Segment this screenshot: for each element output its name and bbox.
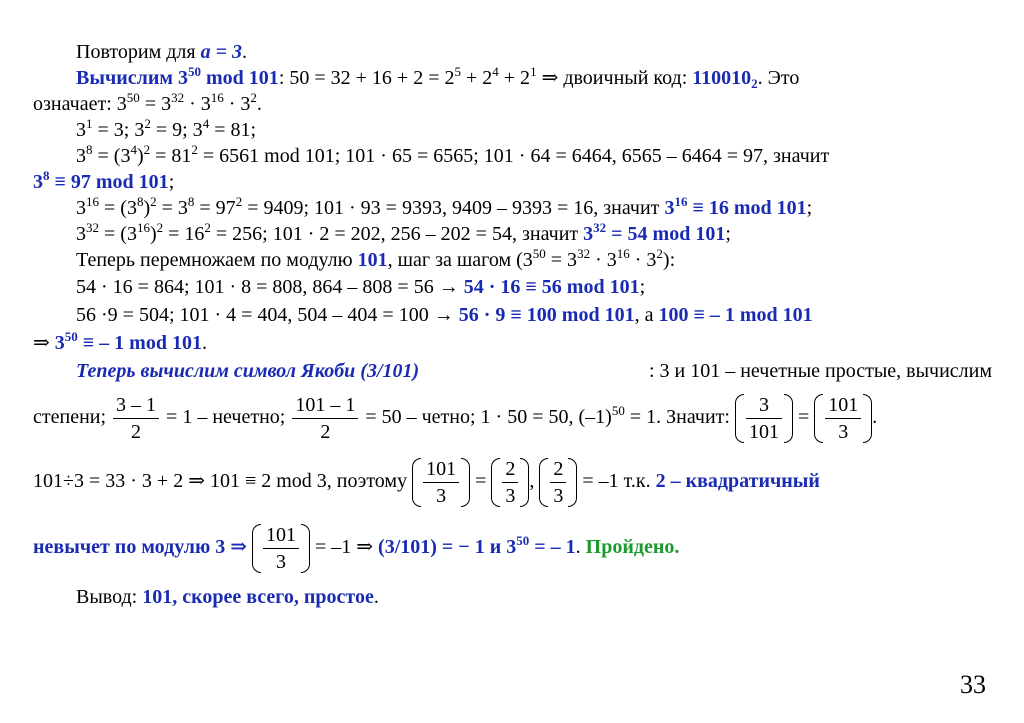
jacobi-symbol-3-101: $\frac{3}{101}$ xyxy=(735,392,793,445)
text-line-7: $3^{16} = (3^8)^2 = 3^8 = 97^2 = 9409$; 101 · 93 = 9393, 9409 – 9393 = 16, значит $3^{16} \equiv 16$ mod 101; xyxy=(76,194,813,219)
text-line-16: невычет по модулю 3 ⇒ $\frac{101}{3}$ = –1 ⇒ (3/101) = − 1 и $3^{50}$ = – 1. Пройдено. xyxy=(33,524,680,573)
page-number: 33 xyxy=(960,670,986,699)
text-line-17: Вывод: 101, скорее всего, простое. xyxy=(76,586,379,608)
text-line-15: 101÷3 = 33 · 3 + 2 ⇒ 101 ≡ 2 mod 3, поэтому $\frac{101}{3}$ = $\frac{2}{3}$ , $\frac{2}{3}$ = –1 т.к. 2 – квадратичный xyxy=(33,458,820,507)
text-line-9: Теперь перемножаем по модулю 101, шаг за шагом $(3^{50} = 3^{32} \cdot 3^{16} \cdot 3^2)$: xyxy=(76,246,676,271)
jacobi-symbol-101-3: $\frac{101}{3}$ xyxy=(412,456,470,509)
jacobi-symbol-101-3-final: $\frac{101}{3}$ xyxy=(252,522,310,575)
jacobi-symbol-2-3: $\frac{2}{3}$ xyxy=(491,456,529,509)
fraction-3-minus-1-over-2: $\frac{3 - 1}{2}$ xyxy=(113,392,159,445)
text-line-14: степени; $\frac{3 - 1}{2}$ = 1 – нечетно; $\frac{101 - 1}{2}$ = 50 – четно; 1 · 50 = 50, $(-1)^{50} = 1$. Значит: $\frac{3}{101}$ = $\frac{101}{3}$ . xyxy=(33,394,878,443)
jacobi-symbol-2-3-second: $\frac{2}{3}$ xyxy=(539,456,577,509)
text-line-1: Повторим для a = 3. xyxy=(76,41,247,63)
text-line-10: 54 · 16 = 864; 101 · 8 = 808, 864 – 808 = 56 → 54 · 16 ≡ 56 mod 101; xyxy=(76,276,646,298)
fraction-101-minus-1-over-2: $\frac{101 - 1}{2}$ xyxy=(292,392,358,445)
text-line-8: $3^{32} = (3^{16})^2 = 16^2 = 256$; 101 · 2 = 202, 256 – 202 = 54, значит $3^{32} = 54$ mod 101; xyxy=(76,220,731,245)
text-line-2: Вычислим $3^{50}$ mod 101: $50 = 32 + 16 + 2 = 2^5 + 2^4 + 2^1$ ⇒ двоичный код: $110010_2$. Это xyxy=(76,64,800,91)
text-line-13: Теперь вычислим символ Якоби (3/101) : 3 и 101 – нечетные простые, вычислим xyxy=(76,360,992,382)
text-line-12: ⇒ $3^{50}$ ≡ – 1 mod 101. xyxy=(33,329,207,354)
text-line-4: $3^1 = 3$; $3^2 = 9$; $3^4 = 81$; xyxy=(76,116,257,141)
text-line-11: 56 ·9 = 504; 101 · 4 = 404, 504 – 404 = 100 → 56 · 9 ≡ 100 mod 101, а 100 ≡ – 1 mod 101 xyxy=(76,304,813,326)
text-line-3: означает: $3^{50} = 3^{32} \cdot 3^{16} \cdot 3^2$. xyxy=(33,90,262,115)
jacobi-symbol-101-3: $\frac{101}{3}$ xyxy=(814,392,872,445)
text-line-5: $3^8 = (3^4)^2 = 81^2 = 6561$ mod 101; 101 · 65 = 6565; 101 · 64 = 6464, 6565 – 6464 = 97, значит xyxy=(76,142,830,167)
text-line-6: $3^8 \equiv 97$ mod 101; xyxy=(33,168,175,193)
